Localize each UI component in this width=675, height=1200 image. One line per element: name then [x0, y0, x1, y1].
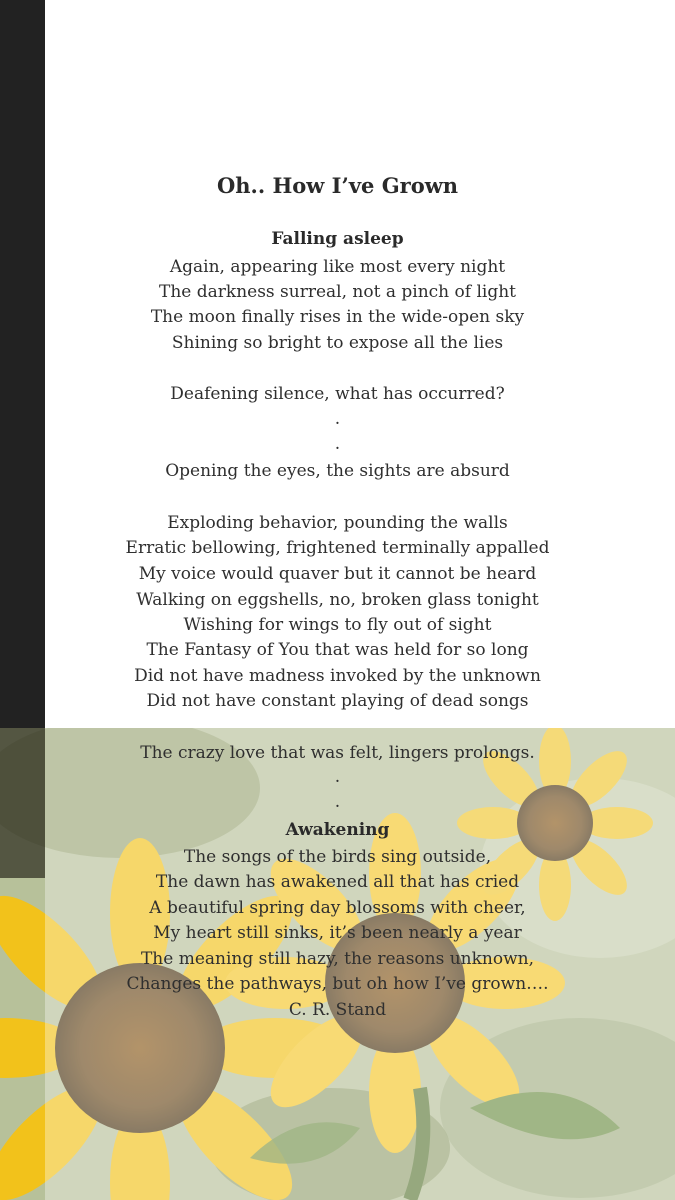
poem-line: Did not have madness invoked by the unknown — [134, 666, 541, 686]
poem-line: Shining so bright to expose all the lies — [171, 333, 504, 353]
poem-line: Opening the eyes, the sights are absurd — [165, 461, 510, 481]
poem-line: Exploding behavior, pounding the walls — [167, 513, 508, 533]
poem-line: . — [334, 792, 341, 812]
poem-line: My heart still sinks, it’s been nearly a year — [153, 923, 522, 943]
poem-line: Walking on eggshells, no, broken glass tonight — [136, 590, 539, 610]
poem-line: The darkness surreal, not a pinch of light — [159, 282, 516, 302]
poem-line: The dawn has awakened all that has cried — [155, 872, 520, 892]
poem-line: . — [334, 434, 341, 454]
section-heading-falling-asleep: Falling asleep — [271, 229, 404, 249]
poem-line: . — [334, 767, 341, 787]
poem-line: Did not have constant playing of dead songs — [146, 691, 529, 711]
section-heading-awakening: Awakening — [285, 820, 390, 840]
poem-line: Wishing for wings to fly out of sight — [183, 615, 492, 635]
poem-line: . — [334, 409, 341, 429]
poem-line: The songs of the birds sing outside, — [183, 847, 492, 867]
left-dark-strip — [0, 0, 45, 728]
poem-line: A beautiful spring day blossoms with cheer, — [149, 898, 526, 918]
poem-line: The Fantasy of You that was held for so long — [146, 640, 529, 660]
poem-line: Changes the pathways, but oh how I’ve grown…. — [126, 974, 549, 994]
poem-title: Oh.. How I’ve Grown — [216, 173, 459, 198]
poem-line: My voice would quaver but it cannot be heard — [138, 564, 537, 584]
poem-line: Erratic bellowing, frightened terminally appalled — [125, 538, 550, 558]
poem-line: The meaning still hazy, the reasons unknown, — [140, 949, 535, 969]
poem-line: The crazy love that was felt, lingers prolongs. — [140, 743, 535, 763]
poem-line: Again, appearing like most every night — [169, 257, 506, 277]
poem-author: C. R. Stand — [288, 1000, 387, 1020]
poem-line: Deafening silence, what has occurred? — [170, 384, 505, 404]
poem-line: The moon finally rises in the wide-open sky — [150, 307, 525, 327]
